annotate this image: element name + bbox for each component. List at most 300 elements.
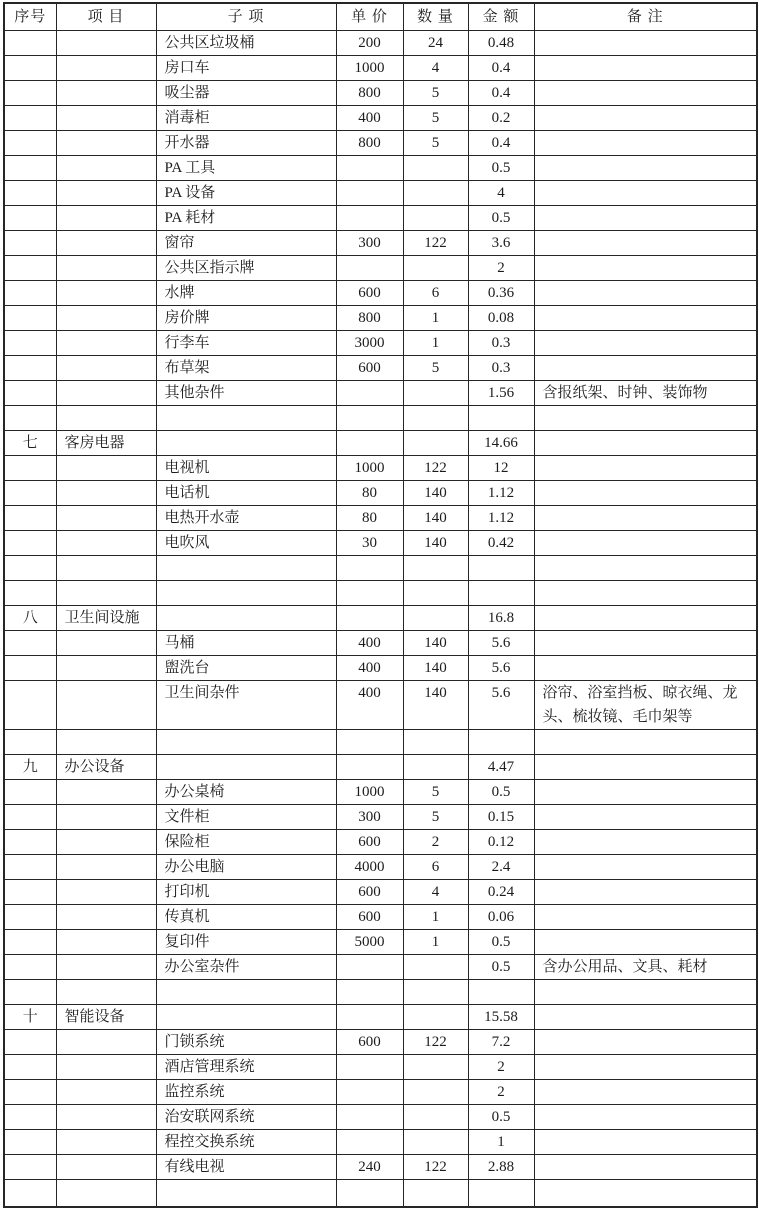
cell-note: 浴帘、浴室挡板、晾衣绳、龙头、梳妆镜、毛巾架等: [534, 681, 757, 730]
cell-no: [4, 681, 56, 730]
cell-amount: 3.6: [468, 231, 534, 256]
table-row: [4, 281, 757, 306]
cell-price: 800: [336, 81, 403, 106]
cell-item: [56, 556, 156, 581]
cell-item: [56, 1080, 156, 1105]
cell-sub: 办公室杂件: [156, 955, 336, 980]
cell-price: [336, 431, 403, 456]
cell-sub: 盥洗台: [156, 656, 336, 681]
cell-qty: 140: [403, 481, 468, 506]
cell-qty: 140: [403, 506, 468, 531]
cell-sub: 公共区指示牌: [156, 256, 336, 281]
table-row: [4, 356, 757, 381]
cell-amount: 0.5: [468, 156, 534, 181]
cell-price: 30: [336, 531, 403, 556]
cell-sub: 监控系统: [156, 1080, 336, 1105]
cell-price: [336, 381, 403, 406]
cell-note: [534, 631, 757, 656]
cell-qty: [403, 1080, 468, 1105]
cell-price: 200: [336, 31, 403, 56]
table-row: [4, 855, 757, 880]
cell-item: [56, 980, 156, 1005]
cell-no: [4, 1030, 56, 1055]
cell-item: [56, 56, 156, 81]
cell-no: [4, 581, 56, 606]
cell-no: [4, 381, 56, 406]
column-header-sub: 子 项: [156, 3, 336, 31]
cell-sub: PA 耗材: [156, 206, 336, 231]
cell-amount: 12: [468, 456, 534, 481]
cell-price: 3000: [336, 331, 403, 356]
cell-qty: [403, 206, 468, 231]
cell-sub: 电视机: [156, 456, 336, 481]
cell-no: 九: [4, 755, 56, 780]
cell-qty: 5: [403, 106, 468, 131]
cell-price: 240: [336, 1155, 403, 1180]
cell-item: [56, 681, 156, 730]
table-row: [4, 106, 757, 131]
table-row: [4, 681, 757, 730]
table-row: [4, 631, 757, 656]
cell-sub: 公共区垃圾桶: [156, 31, 336, 56]
cell-amount: 4.47: [468, 755, 534, 780]
cell-note: [534, 306, 757, 331]
cell-item: [56, 156, 156, 181]
spacer-row: [4, 556, 757, 581]
cell-item: [56, 106, 156, 131]
cell-no: [4, 780, 56, 805]
cell-sub: 酒店管理系统: [156, 1055, 336, 1080]
cell-item: 办公设备: [56, 755, 156, 780]
cell-item: [56, 1155, 156, 1180]
cell-item: [56, 406, 156, 431]
cell-price: 600: [336, 281, 403, 306]
cell-qty: 5: [403, 81, 468, 106]
table-row: [4, 1080, 757, 1105]
table-row: [4, 231, 757, 256]
cell-amount: 2: [468, 1080, 534, 1105]
cell-sub: 消毒柜: [156, 106, 336, 131]
cell-sub: 电话机: [156, 481, 336, 506]
cell-note: [534, 156, 757, 181]
table-row: [4, 1105, 757, 1130]
cell-qty: 122: [403, 231, 468, 256]
cell-note: [534, 181, 757, 206]
cell-sub: 电热开水壶: [156, 506, 336, 531]
cell-qty: 1: [403, 331, 468, 356]
cell-no: [4, 1105, 56, 1130]
cell-qty: 140: [403, 656, 468, 681]
cell-note: [534, 281, 757, 306]
cell-qty: 6: [403, 855, 468, 880]
cell-qty: 4: [403, 56, 468, 81]
cell-amount: [468, 980, 534, 1005]
cell-sub: [156, 581, 336, 606]
cell-no: [4, 131, 56, 156]
cell-note: [534, 356, 757, 381]
cell-sub: 打印机: [156, 880, 336, 905]
table-row: [4, 331, 757, 356]
cell-no: [4, 231, 56, 256]
cell-no: [4, 31, 56, 56]
cell-amount: [468, 1180, 534, 1208]
cell-item: [56, 1030, 156, 1055]
cost-estimate-table: [3, 2, 758, 1208]
cell-item: [56, 31, 156, 56]
cell-item: [56, 581, 156, 606]
cell-price: 1000: [336, 780, 403, 805]
cell-item: [56, 331, 156, 356]
table-row: [4, 1155, 757, 1180]
cell-sub: 电吹风: [156, 531, 336, 556]
cell-sub: [156, 755, 336, 780]
cell-price: 80: [336, 506, 403, 531]
cell-qty: [403, 1005, 468, 1030]
cell-price: [336, 1105, 403, 1130]
table-row: [4, 431, 757, 456]
cell-sub: 有线电视: [156, 1155, 336, 1180]
cell-sub: 其他杂件: [156, 381, 336, 406]
cell-price: 400: [336, 631, 403, 656]
cell-qty: [403, 156, 468, 181]
cell-price: 1000: [336, 456, 403, 481]
cell-note: [534, 1030, 757, 1055]
column-header-note: 备 注: [534, 3, 757, 31]
cell-note: [534, 131, 757, 156]
cell-note: [534, 231, 757, 256]
cell-qty: [403, 406, 468, 431]
cell-note: [534, 905, 757, 930]
cell-price: [336, 1055, 403, 1080]
cell-sub: [156, 1005, 336, 1030]
cell-amount: 1.56: [468, 381, 534, 406]
cell-amount: 15.58: [468, 1005, 534, 1030]
cell-no: [4, 656, 56, 681]
cell-note: [534, 1105, 757, 1130]
table-row: [4, 930, 757, 955]
cell-note: [534, 531, 757, 556]
cell-qty: 4: [403, 880, 468, 905]
cell-item: [56, 481, 156, 506]
cell-price: 400: [336, 106, 403, 131]
cell-price: [336, 181, 403, 206]
column-header-no: 序号: [4, 3, 56, 31]
cell-amount: 0.36: [468, 281, 534, 306]
table-row: [4, 531, 757, 556]
cell-price: 600: [336, 1030, 403, 1055]
cell-note: [534, 1180, 757, 1208]
cell-qty: 24: [403, 31, 468, 56]
cell-amount: 7.2: [468, 1030, 534, 1055]
cell-amount: 0.4: [468, 56, 534, 81]
cell-amount: 0.5: [468, 206, 534, 231]
cell-note: 含办公用品、文具、耗材: [534, 955, 757, 980]
cell-sub: 卫生间杂件: [156, 681, 336, 730]
cell-note: [534, 1080, 757, 1105]
cell-qty: 5: [403, 356, 468, 381]
cell-no: [4, 930, 56, 955]
table-row: [4, 81, 757, 106]
cell-qty: 140: [403, 681, 468, 730]
cell-item: 客房电器: [56, 431, 156, 456]
cell-amount: 5.6: [468, 631, 534, 656]
table-row: [4, 805, 757, 830]
cell-qty: 6: [403, 281, 468, 306]
table-row: [4, 830, 757, 855]
cell-item: 智能设备: [56, 1005, 156, 1030]
column-header-price: 单 价: [336, 3, 403, 31]
spacer-row: [4, 730, 757, 755]
cell-sub: 程控交换系统: [156, 1130, 336, 1155]
cell-no: [4, 631, 56, 656]
cell-note: [534, 755, 757, 780]
spacer-row: [4, 1180, 757, 1208]
cell-qty: [403, 955, 468, 980]
column-header-amount: 金 额: [468, 3, 534, 31]
cell-amount: 1.12: [468, 481, 534, 506]
table-row: [4, 56, 757, 81]
cell-amount: 5.6: [468, 656, 534, 681]
cell-item: [56, 131, 156, 156]
cell-no: [4, 506, 56, 531]
cell-price: 600: [336, 830, 403, 855]
cell-qty: [403, 256, 468, 281]
cell-note: [534, 1005, 757, 1030]
table-row: [4, 755, 757, 780]
cell-sub: [156, 1180, 336, 1208]
cell-no: [4, 206, 56, 231]
cell-qty: 122: [403, 1030, 468, 1055]
cell-qty: 1: [403, 905, 468, 930]
cell-qty: [403, 606, 468, 631]
cell-price: 600: [336, 880, 403, 905]
cell-amount: 0.4: [468, 131, 534, 156]
cell-note: [534, 805, 757, 830]
cell-no: 八: [4, 606, 56, 631]
cell-note: [534, 431, 757, 456]
cell-sub: [156, 406, 336, 431]
cell-price: [336, 980, 403, 1005]
cell-price: [336, 1180, 403, 1208]
table-row: [4, 381, 757, 406]
cell-qty: 140: [403, 631, 468, 656]
cell-sub: 保险柜: [156, 830, 336, 855]
header-row: [4, 3, 757, 31]
cell-no: [4, 281, 56, 306]
cell-note: 含报纸架、时钟、装饰物: [534, 381, 757, 406]
cell-price: [336, 606, 403, 631]
cell-amount: 0.24: [468, 880, 534, 905]
cell-price: [336, 256, 403, 281]
cell-no: [4, 830, 56, 855]
cell-note: [534, 980, 757, 1005]
cell-amount: 0.5: [468, 780, 534, 805]
cell-note: [534, 1130, 757, 1155]
cell-amount: 0.12: [468, 830, 534, 855]
cell-amount: [468, 730, 534, 755]
cell-price: 400: [336, 656, 403, 681]
cell-price: [336, 206, 403, 231]
cell-sub: 开水器: [156, 131, 336, 156]
cell-amount: 0.48: [468, 31, 534, 56]
cell-sub: 治安联网系统: [156, 1105, 336, 1130]
cell-price: [336, 1005, 403, 1030]
cell-amount: 2: [468, 1055, 534, 1080]
cell-price: 80: [336, 481, 403, 506]
table-row: [4, 1130, 757, 1155]
cell-no: [4, 880, 56, 905]
cell-qty: [403, 1180, 468, 1208]
cell-sub: 办公电脑: [156, 855, 336, 880]
cell-note: [534, 206, 757, 231]
table-row: [4, 1030, 757, 1055]
cell-item: [56, 506, 156, 531]
cell-qty: [403, 556, 468, 581]
cell-item: [56, 381, 156, 406]
cell-price: 1000: [336, 56, 403, 81]
cell-sub: 窗帘: [156, 231, 336, 256]
cell-qty: [403, 181, 468, 206]
cell-qty: 2: [403, 830, 468, 855]
spacer-row: [4, 980, 757, 1005]
cell-note: [534, 880, 757, 905]
cell-qty: [403, 730, 468, 755]
cell-amount: 0.5: [468, 930, 534, 955]
cell-note: [534, 656, 757, 681]
cell-qty: [403, 1130, 468, 1155]
cell-item: [56, 855, 156, 880]
cell-item: [56, 256, 156, 281]
cell-price: [336, 156, 403, 181]
cell-no: [4, 955, 56, 980]
cell-no: [4, 181, 56, 206]
cell-price: 400: [336, 681, 403, 730]
cell-no: [4, 905, 56, 930]
cell-amount: 2.4: [468, 855, 534, 880]
table-row: [4, 481, 757, 506]
cell-price: 300: [336, 231, 403, 256]
cell-amount: [468, 406, 534, 431]
cell-item: [56, 1055, 156, 1080]
table-row: [4, 306, 757, 331]
cell-no: [4, 730, 56, 755]
cell-note: [534, 1055, 757, 1080]
cell-note: [534, 31, 757, 56]
cell-item: [56, 1105, 156, 1130]
table-row: [4, 506, 757, 531]
cell-qty: 1: [403, 930, 468, 955]
cell-item: [56, 181, 156, 206]
cell-no: [4, 855, 56, 880]
cell-price: [336, 1130, 403, 1155]
cell-no: [4, 356, 56, 381]
table-row: [4, 181, 757, 206]
table-row: [4, 456, 757, 481]
cell-item: [56, 730, 156, 755]
cell-item: 卫生间设施: [56, 606, 156, 631]
cell-price: [336, 581, 403, 606]
cell-price: 800: [336, 306, 403, 331]
cell-price: 800: [336, 131, 403, 156]
cell-no: [4, 156, 56, 181]
cell-no: [4, 805, 56, 830]
cell-sub: 布草架: [156, 356, 336, 381]
cell-item: [56, 281, 156, 306]
cell-item: [56, 1130, 156, 1155]
cell-qty: [403, 755, 468, 780]
cell-no: [4, 306, 56, 331]
cell-qty: 122: [403, 456, 468, 481]
cell-note: [534, 81, 757, 106]
cell-item: [56, 805, 156, 830]
cell-no: 十: [4, 1005, 56, 1030]
cell-item: [56, 930, 156, 955]
cell-item: [56, 306, 156, 331]
table-row: [4, 780, 757, 805]
cell-note: [534, 1155, 757, 1180]
cell-price: 600: [336, 905, 403, 930]
cell-sub: [156, 980, 336, 1005]
cell-amount: 0.2: [468, 106, 534, 131]
cell-no: [4, 481, 56, 506]
cell-note: [534, 855, 757, 880]
cell-no: [4, 106, 56, 131]
cell-no: [4, 406, 56, 431]
cell-item: [56, 830, 156, 855]
cell-amount: 0.5: [468, 955, 534, 980]
table-row: [4, 31, 757, 56]
cell-amount: 0.08: [468, 306, 534, 331]
cell-price: [336, 730, 403, 755]
cell-no: [4, 1130, 56, 1155]
cell-item: [56, 206, 156, 231]
cell-no: [4, 531, 56, 556]
cell-sub: 水牌: [156, 281, 336, 306]
cell-sub: PA 工具: [156, 156, 336, 181]
cell-qty: 5: [403, 780, 468, 805]
cell-item: [56, 81, 156, 106]
cell-price: 5000: [336, 930, 403, 955]
cell-sub: [156, 730, 336, 755]
cell-no: [4, 331, 56, 356]
cell-price: [336, 755, 403, 780]
cell-sub: 吸尘器: [156, 81, 336, 106]
cell-sub: 文件柜: [156, 805, 336, 830]
cell-qty: 122: [403, 1155, 468, 1180]
cell-sub: [156, 431, 336, 456]
cell-no: [4, 456, 56, 481]
cell-no: [4, 256, 56, 281]
cell-qty: [403, 431, 468, 456]
cell-amount: 0.3: [468, 331, 534, 356]
cell-amount: 1.12: [468, 506, 534, 531]
cell-no: [4, 1180, 56, 1208]
cell-amount: 2.88: [468, 1155, 534, 1180]
cell-sub: 复印件: [156, 930, 336, 955]
cell-no: [4, 1055, 56, 1080]
cell-no: [4, 56, 56, 81]
column-header-item: 项 目: [56, 3, 156, 31]
cell-sub: 马桶: [156, 631, 336, 656]
cell-note: [534, 481, 757, 506]
cell-note: [534, 606, 757, 631]
table-row: [4, 156, 757, 181]
table-row: [4, 905, 757, 930]
cell-qty: 5: [403, 131, 468, 156]
cell-sub: [156, 606, 336, 631]
cell-qty: 140: [403, 531, 468, 556]
cell-note: [534, 830, 757, 855]
